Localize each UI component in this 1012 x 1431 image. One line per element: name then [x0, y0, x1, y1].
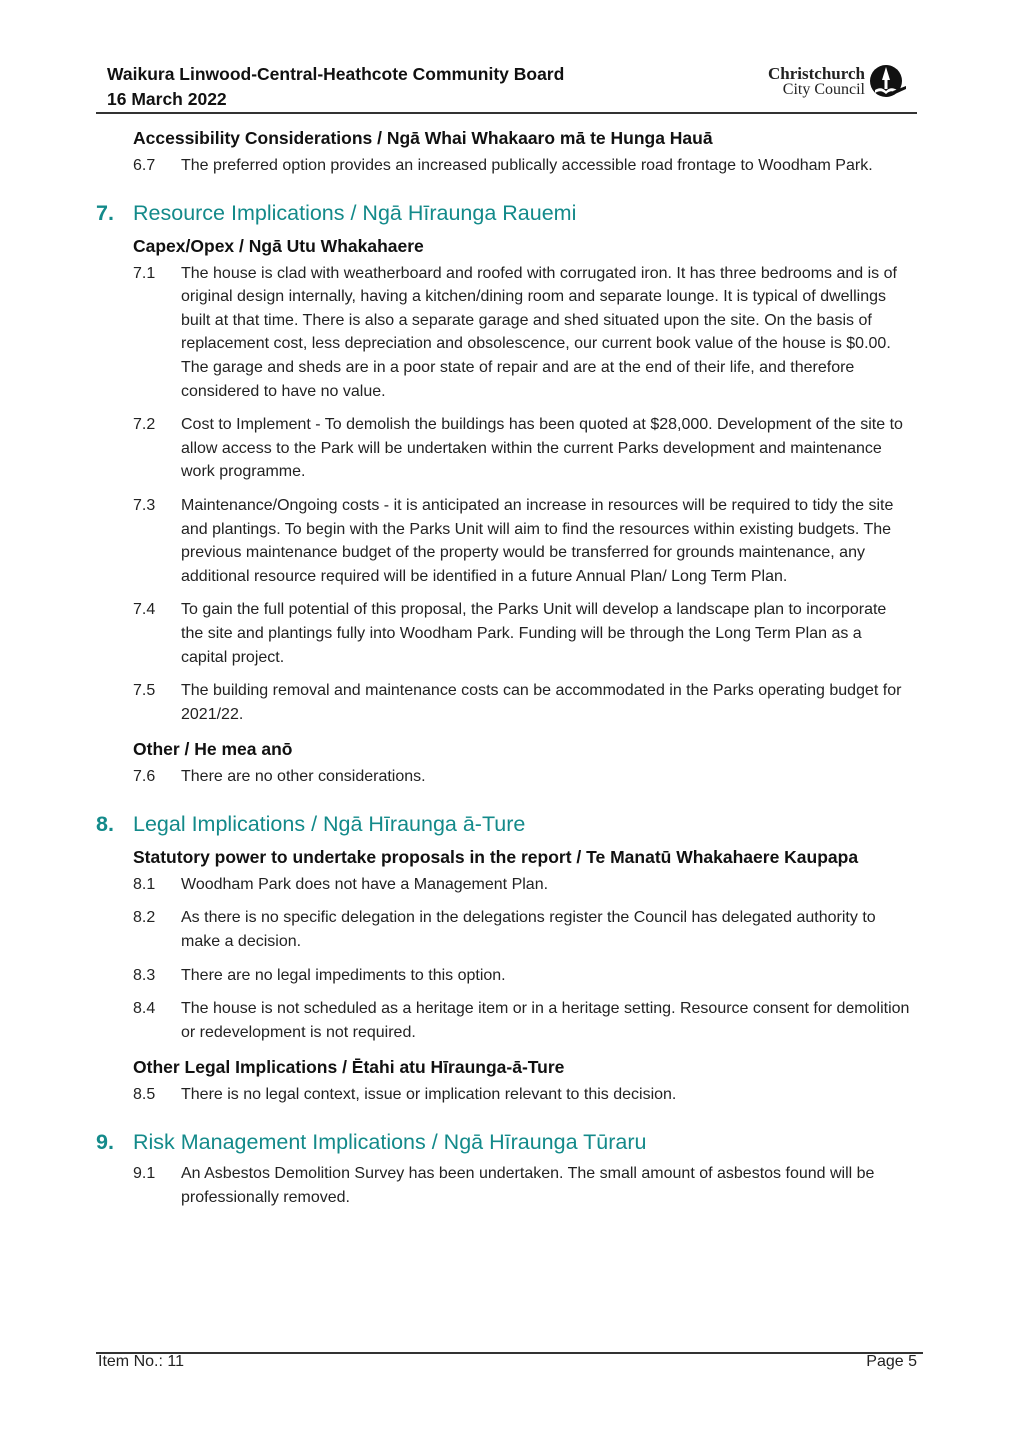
- paragraph-number: 7.5: [133, 682, 156, 700]
- footer-item-number: Item No.: 11: [98, 1353, 184, 1370]
- paragraph-text: Cost to Implement - To demolish the buildings has been quoted at $28,000. Development of the site to allow access to the Park will be undertaken within the current Parks development and maintenance work programme.: [181, 416, 903, 481]
- paragraph-number: 7.6: [133, 768, 156, 786]
- paragraph-number: 7.1: [133, 264, 156, 282]
- paragraph-number: 7.3: [133, 496, 156, 514]
- section-heading-7: [96, 198, 916, 228]
- paragraph-6-7: [133, 154, 916, 178]
- paragraph-7-6: [133, 765, 916, 789]
- paragraph-7-1: [133, 262, 916, 404]
- paragraph-9-1: [133, 1162, 916, 1209]
- cathedral-spire-icon: [869, 64, 907, 100]
- paragraph-number: 7.4: [133, 601, 156, 619]
- page-header: [107, 62, 917, 112]
- document-body: [96, 125, 916, 1219]
- meeting-date: 16 March 2022: [107, 89, 227, 109]
- paragraph-number: 8.4: [133, 1000, 156, 1018]
- paragraph-text: Maintenance/Ongoing costs - it is anticipated an increase in resources will be required to tidy the site and plantings. To begin with the Parks Unit will aim to find the resources within existing budgets. The previous maintenance budget of the property would be transferred for grounds maintenance, any additional resource required will be identified in a future Annual Plan/ Long Term Plan.: [181, 496, 894, 585]
- footer-rule: [96, 1352, 923, 1354]
- paragraph-text: There are no other considerations.: [181, 768, 426, 786]
- paragraph-text: The preferred option provides an increased publically accessible road frontage to Woodham Park.: [181, 157, 873, 174]
- paragraph-number: 8.5: [133, 1086, 156, 1104]
- paragraph-text: There is no legal context, issue or implication relevant to this decision.: [181, 1086, 677, 1104]
- paragraph-text: Woodham Park does not have a Management Plan.: [181, 875, 549, 893]
- paragraph-number: 8.3: [133, 966, 156, 984]
- paragraph-number: 9.1: [133, 1165, 156, 1183]
- section-heading-8: [96, 809, 916, 839]
- subheading-other-legal: Other Legal Implications / Ētahi atu Hīraunga-ā-Ture: [133, 1057, 565, 1078]
- paragraph-8-1: [133, 873, 916, 897]
- council-logo: [747, 64, 907, 104]
- subheading-statutory-power: Statutory power to undertake proposals in the report / Te Manatū Whakahaere Kaupapa: [133, 846, 859, 867]
- paragraph-number: 7.2: [133, 416, 156, 434]
- subheading-other: Other / He mea anō: [133, 739, 293, 760]
- section-title: Resource Implications / Ngā Hīraunga Rauemi: [133, 200, 577, 225]
- paragraph-7-2: [133, 413, 916, 484]
- paragraph-number: 8.2: [133, 909, 156, 927]
- paragraph-text: The building removal and maintenance costs can be accommodated in the Parks operating budget for 2021/22.: [181, 682, 902, 723]
- header-rule: [96, 112, 917, 114]
- paragraph-7-5: [133, 679, 916, 726]
- paragraph-text: As there is no specific delegation in the delegations register the Council has delegated authority to make a decision.: [181, 909, 876, 951]
- board-name: Waikura Linwood-Central-Heathcote Community Board: [107, 64, 565, 84]
- paragraph-text: There are no legal impediments to this option.: [181, 966, 506, 984]
- paragraph-number: 6.7: [133, 157, 156, 174]
- paragraph-7-4: [133, 598, 916, 669]
- section-title: Risk Management Implications / Ngā Hīraunga Tūraru: [133, 1130, 647, 1155]
- section-title: Legal Implications / Ngā Hīraunga ā-Ture: [133, 811, 526, 836]
- paragraph-8-4: [133, 997, 916, 1044]
- paragraph-number: 8.1: [133, 875, 156, 893]
- footer-page-number: Page 5: [866, 1353, 917, 1370]
- section-number: 9.: [96, 1130, 114, 1155]
- paragraph-8-3: [133, 964, 916, 988]
- logo-text-line1: Christchurch: [768, 64, 865, 83]
- paragraph-text: To gain the full potential of this proposal, the Parks Unit will develop a landscape plan to incorporate the site and plantings fully into Woodham Park. Funding will be through the Long Term Plan as a capital project.: [181, 601, 887, 666]
- section-heading-9: [96, 1127, 916, 1157]
- subheading-accessibility: Accessibility Considerations / Ngā Whai Whakaaro mā te Hunga Hauā: [133, 128, 713, 148]
- paragraph-7-3: [133, 494, 916, 588]
- section-number: 7.: [96, 200, 114, 225]
- paragraph-8-2: [133, 906, 916, 953]
- paragraph-text: An Asbestos Demolition Survey has been undertaken. The small amount of asbestos found will be professionally removed.: [181, 1165, 875, 1206]
- paragraph-text: The house is clad with weatherboard and roofed with corrugated iron. It has three bedrooms and is of original design internally, having a kitchen/dining room and separate lounge. It is typical of dwellings built at that time. There is also a separate garage and shed situated upon the site. On the basis of replacement cost, less depreciation and obsolescence, our current book value of the house is $0.00. The garage and sheds are in a poor state of repair and are at the end of their life, and therefore considered to have no value.: [181, 264, 897, 400]
- logo-text-line2: City Council: [782, 81, 865, 98]
- paragraph-8-5: [133, 1083, 916, 1107]
- subheading-capex-opex: Capex/Opex / Ngā Utu Whakahaere: [133, 235, 424, 256]
- paragraph-text: The house is not scheduled as a heritage item or in a heritage setting. Resource consent for demolition or redevelopment is not required.: [181, 1000, 910, 1041]
- section-number: 8.: [96, 811, 114, 836]
